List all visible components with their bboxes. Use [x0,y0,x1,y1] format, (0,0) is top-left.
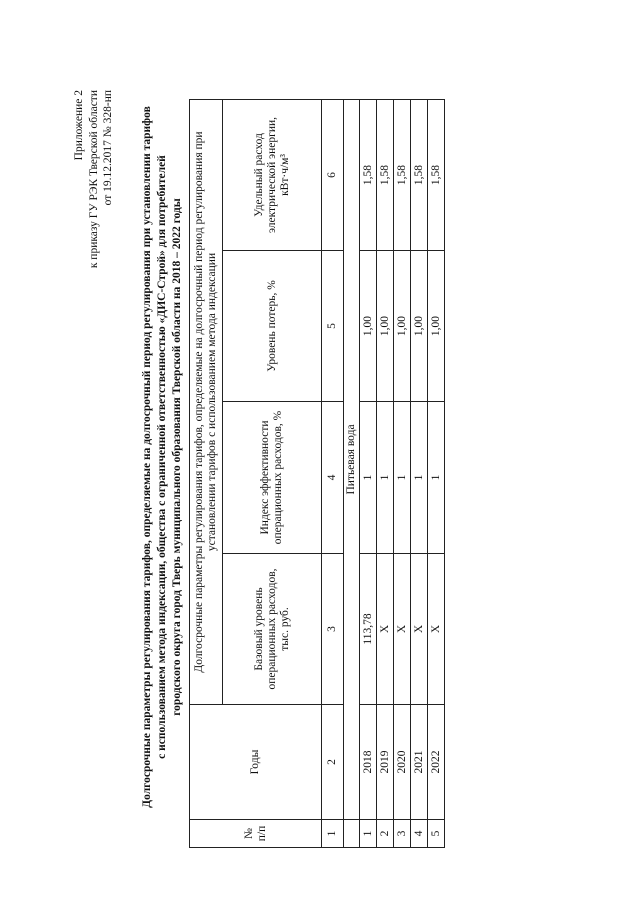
row-number: 5 [428,820,445,848]
row-losses: 1,00 [411,251,428,402]
row-number: 1 [360,820,377,848]
column-header-efficiency-index: Индекс эффективности операционных расходов, % [223,402,322,554]
table-row [360,99,377,847]
row-energy-consumption: 1,58 [360,99,377,250]
column-header-losses: Уровень потерь, % [223,251,322,402]
column-header-number: № п/п [190,820,322,848]
row-efficiency-index: 1 [428,402,445,554]
row-losses: 1,00 [360,251,377,402]
column-number: 5 [322,251,344,402]
row-efficiency-index: 1 [377,402,394,554]
appendix-number: Приложение 2 [73,90,85,161]
column-number-row [322,99,344,847]
section-row-spacer [344,820,360,848]
order-reference: к приказу ГУ РЭК Тверской области [87,90,100,269]
order-date-number: от 19.12.2017 № 328-нп [102,90,114,206]
title-line-3: городского округа город Тверь муниципального образования Тверской области на 2018 – 2022 годы [171,198,183,716]
row-base-expenses: Х [394,554,411,705]
table-row [377,99,394,847]
row-number: 3 [394,820,411,848]
row-energy-consumption: 1,58 [377,99,394,250]
row-year: 2018 [360,705,377,820]
column-header-base-expenses: Базовый уровень операционных расходов, тыс. руб. [223,554,322,705]
row-efficiency-index: 1 [360,402,377,554]
column-number: 4 [322,402,344,554]
row-energy-consumption: 1,58 [428,99,445,250]
table-header-row [190,99,223,847]
row-year: 2020 [394,705,411,820]
row-base-expenses: 113,78 [360,554,377,705]
column-header-energy-consumption: Удельный расход электрической энергии, кВт·ч/м³ [223,99,322,250]
appendix-header [72,90,116,325]
row-number: 2 [377,820,394,848]
section-label: Питьевая вода [344,99,360,819]
row-base-expenses: Х [411,554,428,705]
row-energy-consumption: 1,58 [394,99,411,250]
table-row [428,99,445,847]
column-number: 1 [322,820,344,848]
section-row [344,99,360,847]
document-title [140,57,185,857]
row-losses: 1,00 [428,251,445,402]
column-group-header: Долгосрочные параметры регулирования тарифов, определяемые на долгосрочный период регулирования при установлении тарифов с использованием метода индексации [190,99,223,704]
column-header-years: Годы [190,705,322,820]
row-base-expenses: Х [428,554,445,705]
row-losses: 1,00 [377,251,394,402]
row-losses: 1,00 [394,251,411,402]
tariff-parameters-table [189,99,445,848]
row-efficiency-index: 1 [411,402,428,554]
title-line-1: Долгосрочные параметры регулирования тарифов, определяемые на долгосрочный период регулирования при установлении тарифов [141,106,153,808]
row-efficiency-index: 1 [394,402,411,554]
title-line-2: с использованием метода индексации, общества с ограниченной ответственностью «ДИС-Строй» для потребителей [156,155,168,759]
row-year: 2019 [377,705,394,820]
row-year: 2022 [428,705,445,820]
column-number: 2 [322,705,344,820]
row-number: 4 [411,820,428,848]
column-number: 3 [322,554,344,705]
table-row [411,99,428,847]
table-row [394,99,411,847]
row-energy-consumption: 1,58 [411,99,428,250]
column-number: 6 [322,99,344,250]
row-base-expenses: Х [377,554,394,705]
row-year: 2021 [411,705,428,820]
